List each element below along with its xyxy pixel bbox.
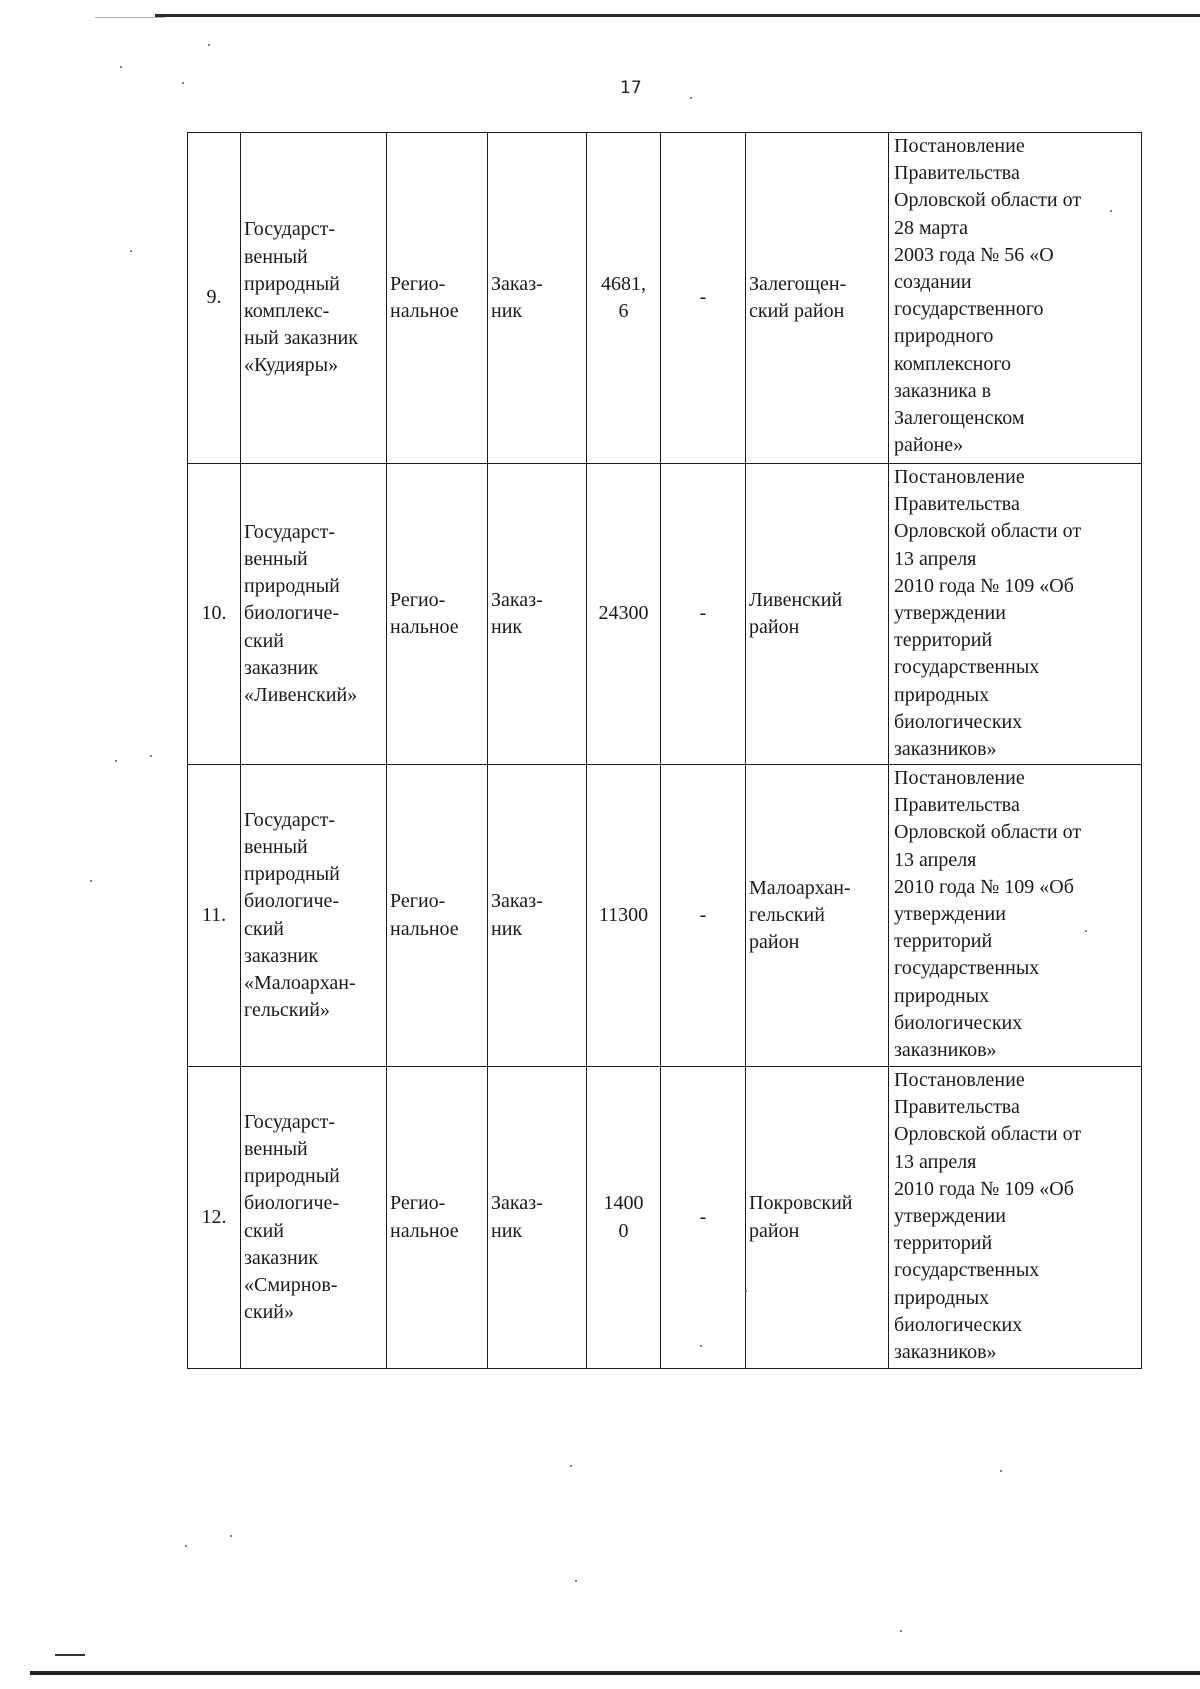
area-name-line: заказник [244, 656, 319, 679]
significance-line: нальное [390, 917, 459, 940]
location-line: ский район [749, 300, 845, 322]
category-line: Заказ- [491, 272, 543, 295]
area-name-cell [241, 1067, 387, 1369]
significance-line: нальное [390, 616, 459, 638]
significance-line: нальное [390, 300, 459, 322]
area-name-line: ный заказник [244, 327, 358, 350]
founding-document-line: 2010 года № 109 «Об [894, 1177, 1074, 1200]
area-name-line: природный [244, 272, 340, 295]
row-number-cell [188, 464, 241, 765]
location-line: Залегощен- [749, 272, 847, 295]
scan-speck [90, 880, 92, 882]
significance-line: Регио- [390, 890, 446, 913]
founding-document-line: Постановление [894, 767, 1025, 789]
founding-document-line: природного [894, 325, 994, 348]
founding-document-cell [889, 765, 1142, 1067]
scan-mark [55, 1654, 85, 1656]
founding-document-line: государственных [894, 1259, 1040, 1282]
location-cell [746, 464, 889, 765]
protected-areas-table [187, 132, 1142, 1369]
table-row [188, 464, 1142, 765]
area-name-line: венный [244, 835, 308, 858]
area-hectares-line: 11300 [598, 903, 649, 926]
area-name-line: биологиче- [244, 1192, 340, 1215]
founding-document-line: 13 апреля [894, 1150, 977, 1173]
scan-speck [900, 1630, 902, 1632]
scan-speck [700, 1345, 702, 1347]
founding-document-line: государственных [894, 656, 1040, 679]
empty-mark-cell [661, 133, 746, 464]
table-row [188, 133, 1142, 464]
scan-speck [745, 1290, 747, 1292]
founding-document-line: заказников» [894, 738, 997, 761]
scan-speck [120, 66, 122, 68]
area-name-line: комплекс- [244, 300, 330, 322]
category-line: ник [491, 300, 523, 322]
page-number: 17 [620, 78, 642, 98]
scan-speck [230, 1535, 232, 1537]
founding-document-line: государственных [894, 957, 1040, 980]
area-name-line: природный [244, 575, 340, 598]
founding-document-line: биологических [894, 710, 1023, 733]
location-cell [746, 1067, 889, 1369]
founding-document-line: Орловской области от [894, 1123, 1082, 1146]
location-line: район [749, 616, 800, 638]
founding-document-line: 2010 года № 109 «Об [894, 875, 1074, 898]
scan-speck [570, 1465, 572, 1467]
founding-document-line: природных [894, 984, 990, 1007]
founding-document-line: утверждении [894, 1205, 1006, 1228]
founding-document-line: 2010 года № 109 «Об [894, 574, 1074, 597]
founding-document-line: биологических [894, 1011, 1023, 1034]
scan-edge-top [155, 14, 1200, 17]
category-line: ник [491, 616, 523, 638]
row-number-cell [188, 765, 241, 1067]
area-name-line: заказник [244, 944, 319, 967]
founding-document-line: заказника в [894, 379, 992, 402]
row-number: 11. [201, 903, 227, 926]
table-row [188, 765, 1142, 1067]
founding-document-line: Правительства [894, 162, 1020, 185]
scan-speck [1085, 930, 1087, 932]
empty-mark-cell [661, 765, 746, 1067]
founding-document-line: природных [894, 683, 990, 706]
row-number: 10. [201, 602, 227, 625]
area-name-line: венный [244, 245, 308, 268]
significance-line: нальное [390, 1219, 459, 1242]
location-line: гельский [749, 903, 825, 926]
empty-mark: - [699, 903, 707, 926]
scan-speck [1110, 210, 1112, 212]
area-name-line: природный [244, 863, 340, 886]
significance-line: Регио- [390, 588, 446, 611]
founding-document-line: Постановление [894, 1069, 1025, 1091]
category-cell [488, 133, 587, 464]
location-line: Ливенский [749, 588, 843, 611]
founding-document-line: заказников» [894, 1039, 997, 1062]
location-line: Покровский [749, 1192, 853, 1215]
area-name-cell [241, 765, 387, 1067]
area-name-line: ский [244, 629, 284, 652]
area-name-line: «Малоархан- [244, 971, 356, 994]
significance-line: Регио- [390, 1192, 446, 1215]
empty-mark-cell [661, 1067, 746, 1369]
area-name-line: ский [244, 917, 284, 940]
category-line: ник [491, 1219, 523, 1242]
category-cell [488, 1067, 587, 1369]
founding-document-cell [889, 1067, 1142, 1369]
scan-speck [208, 44, 210, 46]
scan-speck [185, 1545, 187, 1547]
area-name-line: Государст- [244, 218, 335, 241]
category-line: ник [491, 917, 523, 940]
location-cell [746, 133, 889, 464]
scan-edge-faint [95, 17, 165, 18]
table-row [188, 1067, 1142, 1369]
founding-document-line: 2003 года № 56 «О [894, 243, 1054, 266]
scan-edge-bottom [30, 1671, 1200, 1675]
row-number: 12. [201, 1205, 227, 1228]
founding-document-line: утверждении [894, 602, 1006, 625]
area-name-cell [241, 133, 387, 464]
area-name-line: природный [244, 1165, 340, 1188]
area-hectares-line: 6 [618, 300, 629, 322]
category-line: Заказ- [491, 588, 543, 611]
location-line: район [749, 931, 800, 954]
area-name-line: биологиче- [244, 602, 340, 625]
category-line: Заказ- [491, 890, 543, 913]
scan-speck [150, 755, 152, 757]
significance-cell [387, 765, 488, 1067]
area-hectares-cell [587, 765, 661, 1067]
area-hectares-line: 24300 [598, 602, 649, 625]
area-name-line: ский» [244, 1301, 294, 1324]
empty-mark-cell [661, 464, 746, 765]
significance-cell [387, 1067, 488, 1369]
significance-cell [387, 464, 488, 765]
area-name-line: биологиче- [244, 890, 340, 913]
area-hectares-cell [587, 464, 661, 765]
area-name-line: ский [244, 1219, 284, 1242]
row-number-cell [188, 133, 241, 464]
founding-document-line: заказников» [894, 1341, 997, 1364]
scan-speck [130, 250, 132, 252]
area-hectares-line: 4681, [601, 272, 646, 295]
area-name-line: венный [244, 1137, 308, 1160]
founding-document-line: 13 апреля [894, 848, 977, 871]
founding-document-line: 13 апреля [894, 547, 977, 570]
scan-speck [690, 97, 692, 99]
area-name-line: заказник [244, 1246, 319, 1269]
founding-document-line: Орловской области от [894, 520, 1082, 543]
scan-speck [1000, 1470, 1002, 1472]
founding-document-line: районе» [894, 434, 964, 457]
area-name-line: Государст- [244, 808, 335, 831]
founding-document-line: Правительства [894, 794, 1020, 817]
founding-document-line: биологических [894, 1313, 1023, 1336]
location-cell [746, 765, 889, 1067]
founding-document-line: Правительства [894, 493, 1020, 516]
founding-document-line: создании [894, 271, 972, 294]
founding-document-line: Постановление [894, 135, 1025, 157]
area-hectares-cell [587, 133, 661, 464]
founding-document-line: территорий [894, 930, 993, 953]
area-name-line: Государст- [244, 1110, 335, 1133]
scan-speck [182, 82, 184, 84]
area-hectares-line: 1400 [603, 1192, 644, 1215]
founding-document-line: государственного [894, 298, 1044, 321]
location-line: район [749, 1219, 800, 1242]
founding-document-line: Орловской области от [894, 821, 1082, 844]
area-name-cell [241, 464, 387, 765]
founding-document-line: природных [894, 1286, 990, 1309]
founding-document-line: Орловской области от [894, 189, 1082, 212]
founding-document-line: утверждении [894, 903, 1006, 926]
location-line: Малоархан- [749, 876, 851, 899]
area-name-line: «Кудияры» [244, 354, 339, 377]
founding-document-cell [889, 464, 1142, 765]
row-number-cell [188, 1067, 241, 1369]
category-line: Заказ- [491, 1192, 543, 1215]
area-name-line: «Смирнов- [244, 1273, 338, 1296]
scan-speck [575, 1580, 577, 1582]
area-name-line: «Ливенский» [244, 684, 358, 706]
scan-speck [115, 760, 117, 762]
empty-mark: - [699, 1205, 707, 1228]
area-name-line: венный [244, 547, 308, 570]
category-cell [488, 765, 587, 1067]
area-hectares-line: 0 [618, 1219, 629, 1242]
founding-document-line: Залегощенском [894, 407, 1025, 430]
category-cell [488, 464, 587, 765]
significance-cell [387, 133, 488, 464]
founding-document-line: комплексного [894, 352, 1012, 375]
founding-document-line: Постановление [894, 466, 1025, 488]
founding-document-cell [889, 133, 1142, 464]
area-hectares-cell [587, 1067, 661, 1369]
empty-mark: - [699, 286, 707, 309]
empty-mark: - [699, 602, 707, 625]
row-number: 9. [206, 286, 222, 309]
founding-document-line: Правительства [894, 1096, 1020, 1119]
founding-document-line: территорий [894, 1232, 993, 1255]
founding-document-line: 28 марта [894, 216, 968, 239]
area-name-line: гельский» [244, 999, 330, 1022]
area-name-line: Государст- [244, 520, 335, 543]
founding-document-line: территорий [894, 629, 993, 652]
significance-line: Регио- [390, 272, 446, 295]
